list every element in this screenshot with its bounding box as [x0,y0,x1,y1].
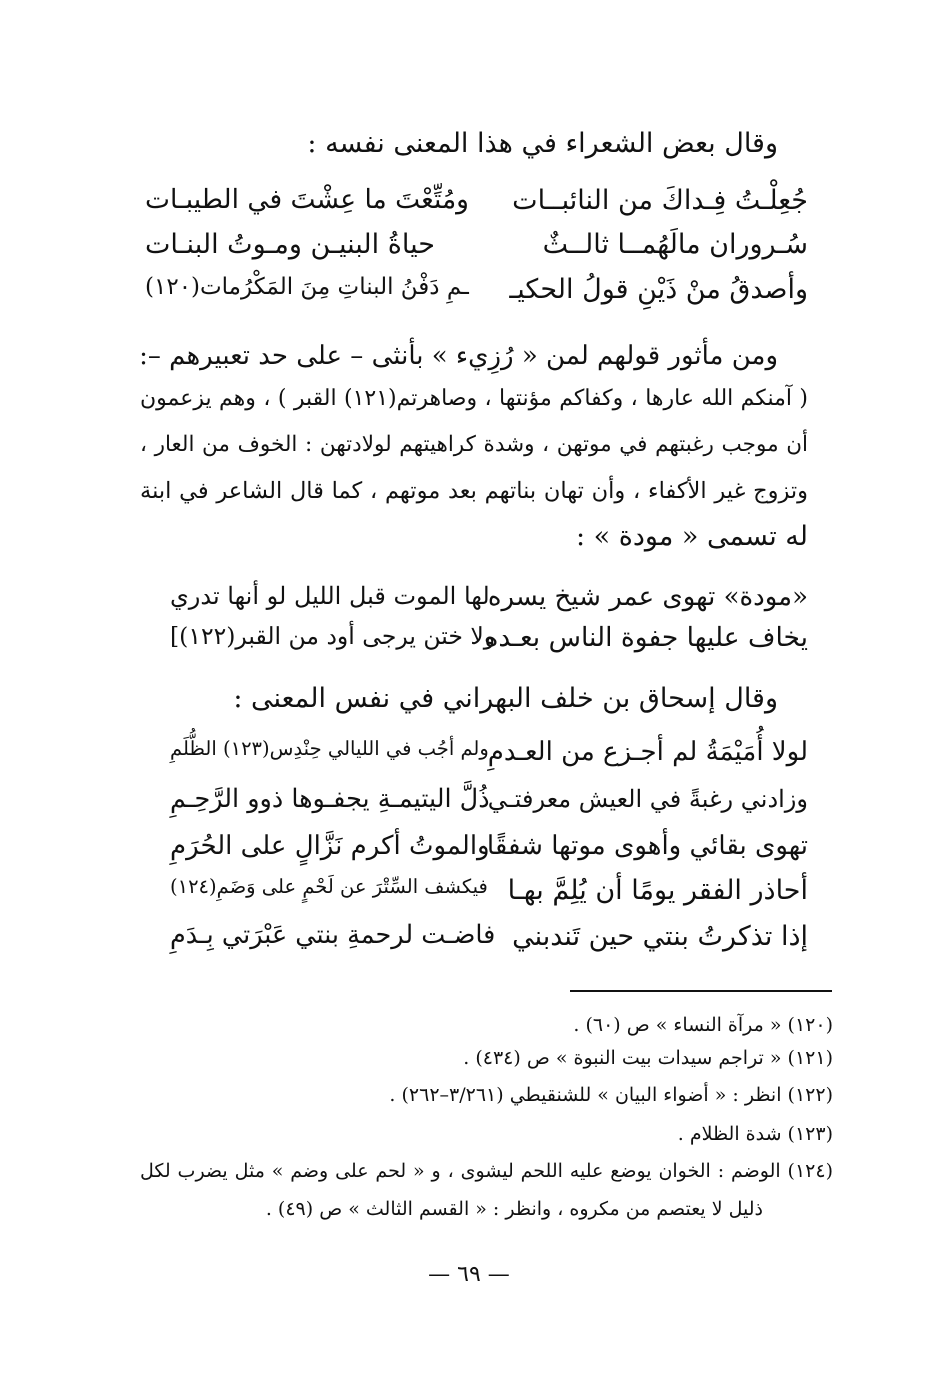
poem1-verse-2-first: سُـروران مالَهُمــا ثالــثٌ [542,229,808,260]
poem2-verse-1-second: لها الموت قبل الليل لو أنها تدري [170,582,490,610]
poem3-verse-4-second: فيكشف السِّتْرَ عن لَحْمٍ على وَضَمِ(١٢٤) [170,875,488,898]
poem2-verse-1 [145,584,808,624]
paragraph-line-4: وتزوج غير الأكفاء ، وأن تهان بناتهم بعد موتهم ، كما قال الشاعر في ابنة [140,478,808,504]
poem2-verse-2 [145,622,808,665]
paragraph-line-5: له تسمى « مودة » : [575,521,808,552]
poem1-verse-3-first: وأصدقُ منْ ذَيْنِ قولُ الحكيـ [509,274,808,305]
footnote-122: (١٢٢) انظر : « أضواء البيان » للشنقيطي (٣/٢٦١–٢٦٢) . [389,1084,833,1106]
poem1-verse-1-second: ومُتِّعْتَ ما عِشْتَ في الطيبـات [145,184,469,215]
poem1-verse-2 [145,231,808,271]
footnote-123: (١٢٣) شدة الظلام . [677,1123,833,1145]
footnote-124-continuation: ذليل لا يعتصم من مكروه ، وانظر : « القسم الثالث » ص (٤٩) . [265,1198,763,1220]
poem3-verse-1-first: لولا أُمَيْمَةُ لم أجـزع من العـدمِ [487,737,808,767]
poem3-verse-3 [145,833,808,873]
intro-line-2: وقال إسحاق بن خلف البهراني في نفس المعنى : [233,683,778,714]
paragraph-line-2: ( آمنكم الله عارها ، وكفاكم مؤنتها ، وصاهرتم(١٢١) القبر ) ، وهم يزعمون [140,386,808,411]
page-number: — ٦٩ — [428,1262,510,1287]
poem3-verse-1-second: ولم أجُب في الليالي حِنْدِس(١٢٣) الظُّلَمِ [170,737,489,760]
poem1-verse-2-second: حياةُ البنيـن ومـوتُ البنـات [145,229,435,260]
poem1-verse-3-second: ـمِ دَفْنُ البناتِ مِنَ المَكْرُمات(١٢٠) [145,274,469,300]
poem3-verse-1 [145,739,808,779]
poem3-verse-5-first: إذا تذكرتُ بنتي حين تَندبني [512,921,808,952]
poem2-verse-2-second: ولا ختن يرجى أود من القبر(١٢٢)] [170,622,496,650]
poem3-verse-2-second: ذُلَّ اليتيمـةِ يجفـوها ذوو الرَّحِـمِ [170,784,490,814]
intro-line: وقال بعض الشعراء في هذا المعنى نفسه : [307,128,778,159]
poem3-verse-5 [145,920,808,963]
footnote-121: (١٢١) « تراجم سيدات بيت النبوة » ص (٤٣٤) . [463,1047,833,1069]
poem3-verse-4-first: أحاذر الفقر يومًا أن يُلِمَّ بهـا [507,875,808,906]
footnote-divider [570,990,832,992]
poem3-verse-3-first: تهوى بقائي وأهوى موتها شفقًا [486,831,808,861]
paragraph-line-3: أن موجب رغبتهم في موتهن ، وشدة كراهيتهم لولادتهن : الخوف من العار ، [140,432,808,457]
paragraph-line-1: ومن مأثور قولهم لمن « رُزِيء » بأنثى – على حد تعبيرهم –: [139,341,778,371]
footnote-120: (١٢٠) « مرآة النساء » ص (٦٠) . [573,1014,833,1036]
poem1-verse-1 [145,184,808,227]
poem3-verse-2-first: وزادني رغبةً في العيش معرفتـي [487,785,808,813]
poem1-verse-3 [145,276,808,316]
poem3-verse-4 [145,877,808,917]
poem1-verse-1-first: جُعِلْـتُ فِـداكَ من النائبــات [512,185,808,216]
poem2-verse-1-first: «مودة» تهوى عمر شيخ يسره [487,582,808,612]
poem3-verse-3-second: والموتُ أكرم نَزَّالٍ على الحُرَمِ [170,831,490,861]
poem2-verse-2-first: يخاف عليها جفوة الناس بعـده [484,622,808,653]
poem3-verse-5-second: فاضـت لرحمةِ بنتي عَبْرَتي بِـدَمِ [170,920,496,950]
poem3-verse-2 [145,784,808,827]
footnote-124: (١٢٤) الوضم : الخوان يوضع عليه اللحم ليشوى ، و « لحم على وضم » مثل يضرب لكل [140,1160,833,1182]
